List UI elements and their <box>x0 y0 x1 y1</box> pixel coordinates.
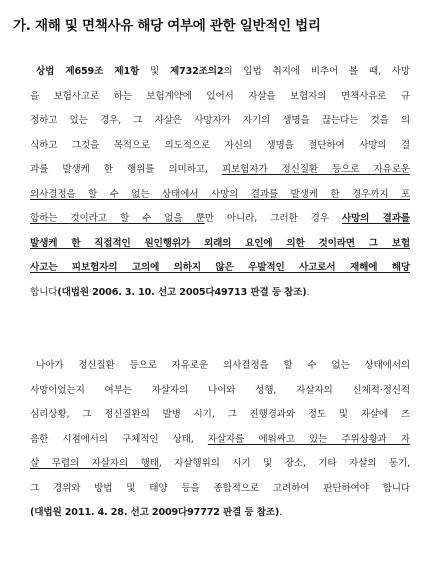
text-line: 함하는 것이라고 할 수 없을 뿐만 아니라, 그러한 경우 사망의 결과를 <box>30 213 410 224</box>
text-line: 을 보험사고로 하는 보험계약에 있어서 자살을 보험자의 면책사유로 규 <box>30 90 410 102</box>
text-line: 정하고 있는 경우, 그 자살은 사망자가 자기의 생명을 끊는다는 것을 의 <box>30 115 410 126</box>
statute-reference: 제732조의2 <box>169 66 224 77</box>
text-line: (대법원 2011. 4. 28. 선고 2009다97772 판결 등 참조). <box>30 507 283 518</box>
text-line: 사망이었는지 여부는 자살자의 나이와 성행, 자살자의 신체적·정신적 <box>30 384 410 396</box>
text-line: 음한 시점에서의 구체적인 상태, 자살자를 에워싸고 있는 주위상황과 자 <box>30 433 411 445</box>
statute-reference: 상법 제659조 제1항 <box>36 66 140 77</box>
text-line: 심리상황, 그 정신질환의 발병 시기, 그 진행경과와 정도 및 자살에 즈 <box>30 409 410 420</box>
paragraph-determination-criteria <box>30 354 410 526</box>
underlined-text: 피보험자가 정신질환 등으로 자유로운 <box>221 164 410 175</box>
underlined-text: 살 무렵의 자살자의 행태 <box>30 458 159 469</box>
underlined-text-line: 의사결정을 할 수 없는 상태에서 사망의 결과를 발생케 한 경우까지 포 <box>30 188 410 200</box>
text-line: 합니다(대법원 2006. 3. 10. 선고 2005다49713 판결 등 참조). <box>30 286 310 298</box>
underlined-text: 자살자를 에워싸고 있는 주위상황과 자 <box>207 433 411 445</box>
text-line: 살 무렵의 자살자의 행태, 자살행위의 시기 및 장소, 기타 자살의 동기, <box>30 458 411 469</box>
paragraph-legal-principle <box>30 60 410 305</box>
underlined-text: 함하는 것이라고 할 수 없을 뿐 <box>30 213 205 224</box>
case-citation: (대법원 2011. 4. 28. 선고 2009다97772 판결 등 참조) <box>30 507 280 518</box>
bold-underlined-text: 사망의 결과를 <box>341 213 410 224</box>
bold-underlined-text-line: 사고는 피보험자의 고의에 의하지 않은 우발적인 사고로서 재해에 해당 <box>30 262 410 273</box>
text-line: 그 경위와 방법 및 태양 등을 종합적으로 고려하여 판단하여야 합니다 <box>30 482 410 494</box>
text-line: 상법 제659조 제1항 및 제732조의2의 입법 취지에 비추어 볼 때, 사망 <box>36 66 411 77</box>
text-line: 식하고 그것을 목적으로 의도적으로 자신의 생명을 절단하여 사망의 결 <box>30 139 410 151</box>
text-line: 나아가 정신질환 등으로 자유로운 의사결정을 할 수 없는 상태에서의 <box>36 360 410 371</box>
section-heading: 가. 재해 및 면책사유 해당 여부에 관한 일반적인 법리 <box>13 18 321 34</box>
text-line: 과를 발생케 한 행위를 의미하고, 피보험자가 정신질환 등으로 자유로운 <box>30 164 410 175</box>
case-citation: (대법원 2006. 3. 10. 선고 2005다49713 판결 등 참조) <box>57 286 307 298</box>
bold-underlined-text-line: 발생케 한 직접적인 원인행위가 외래의 요인에 의한 것이라면 그 보험 <box>30 237 410 249</box>
